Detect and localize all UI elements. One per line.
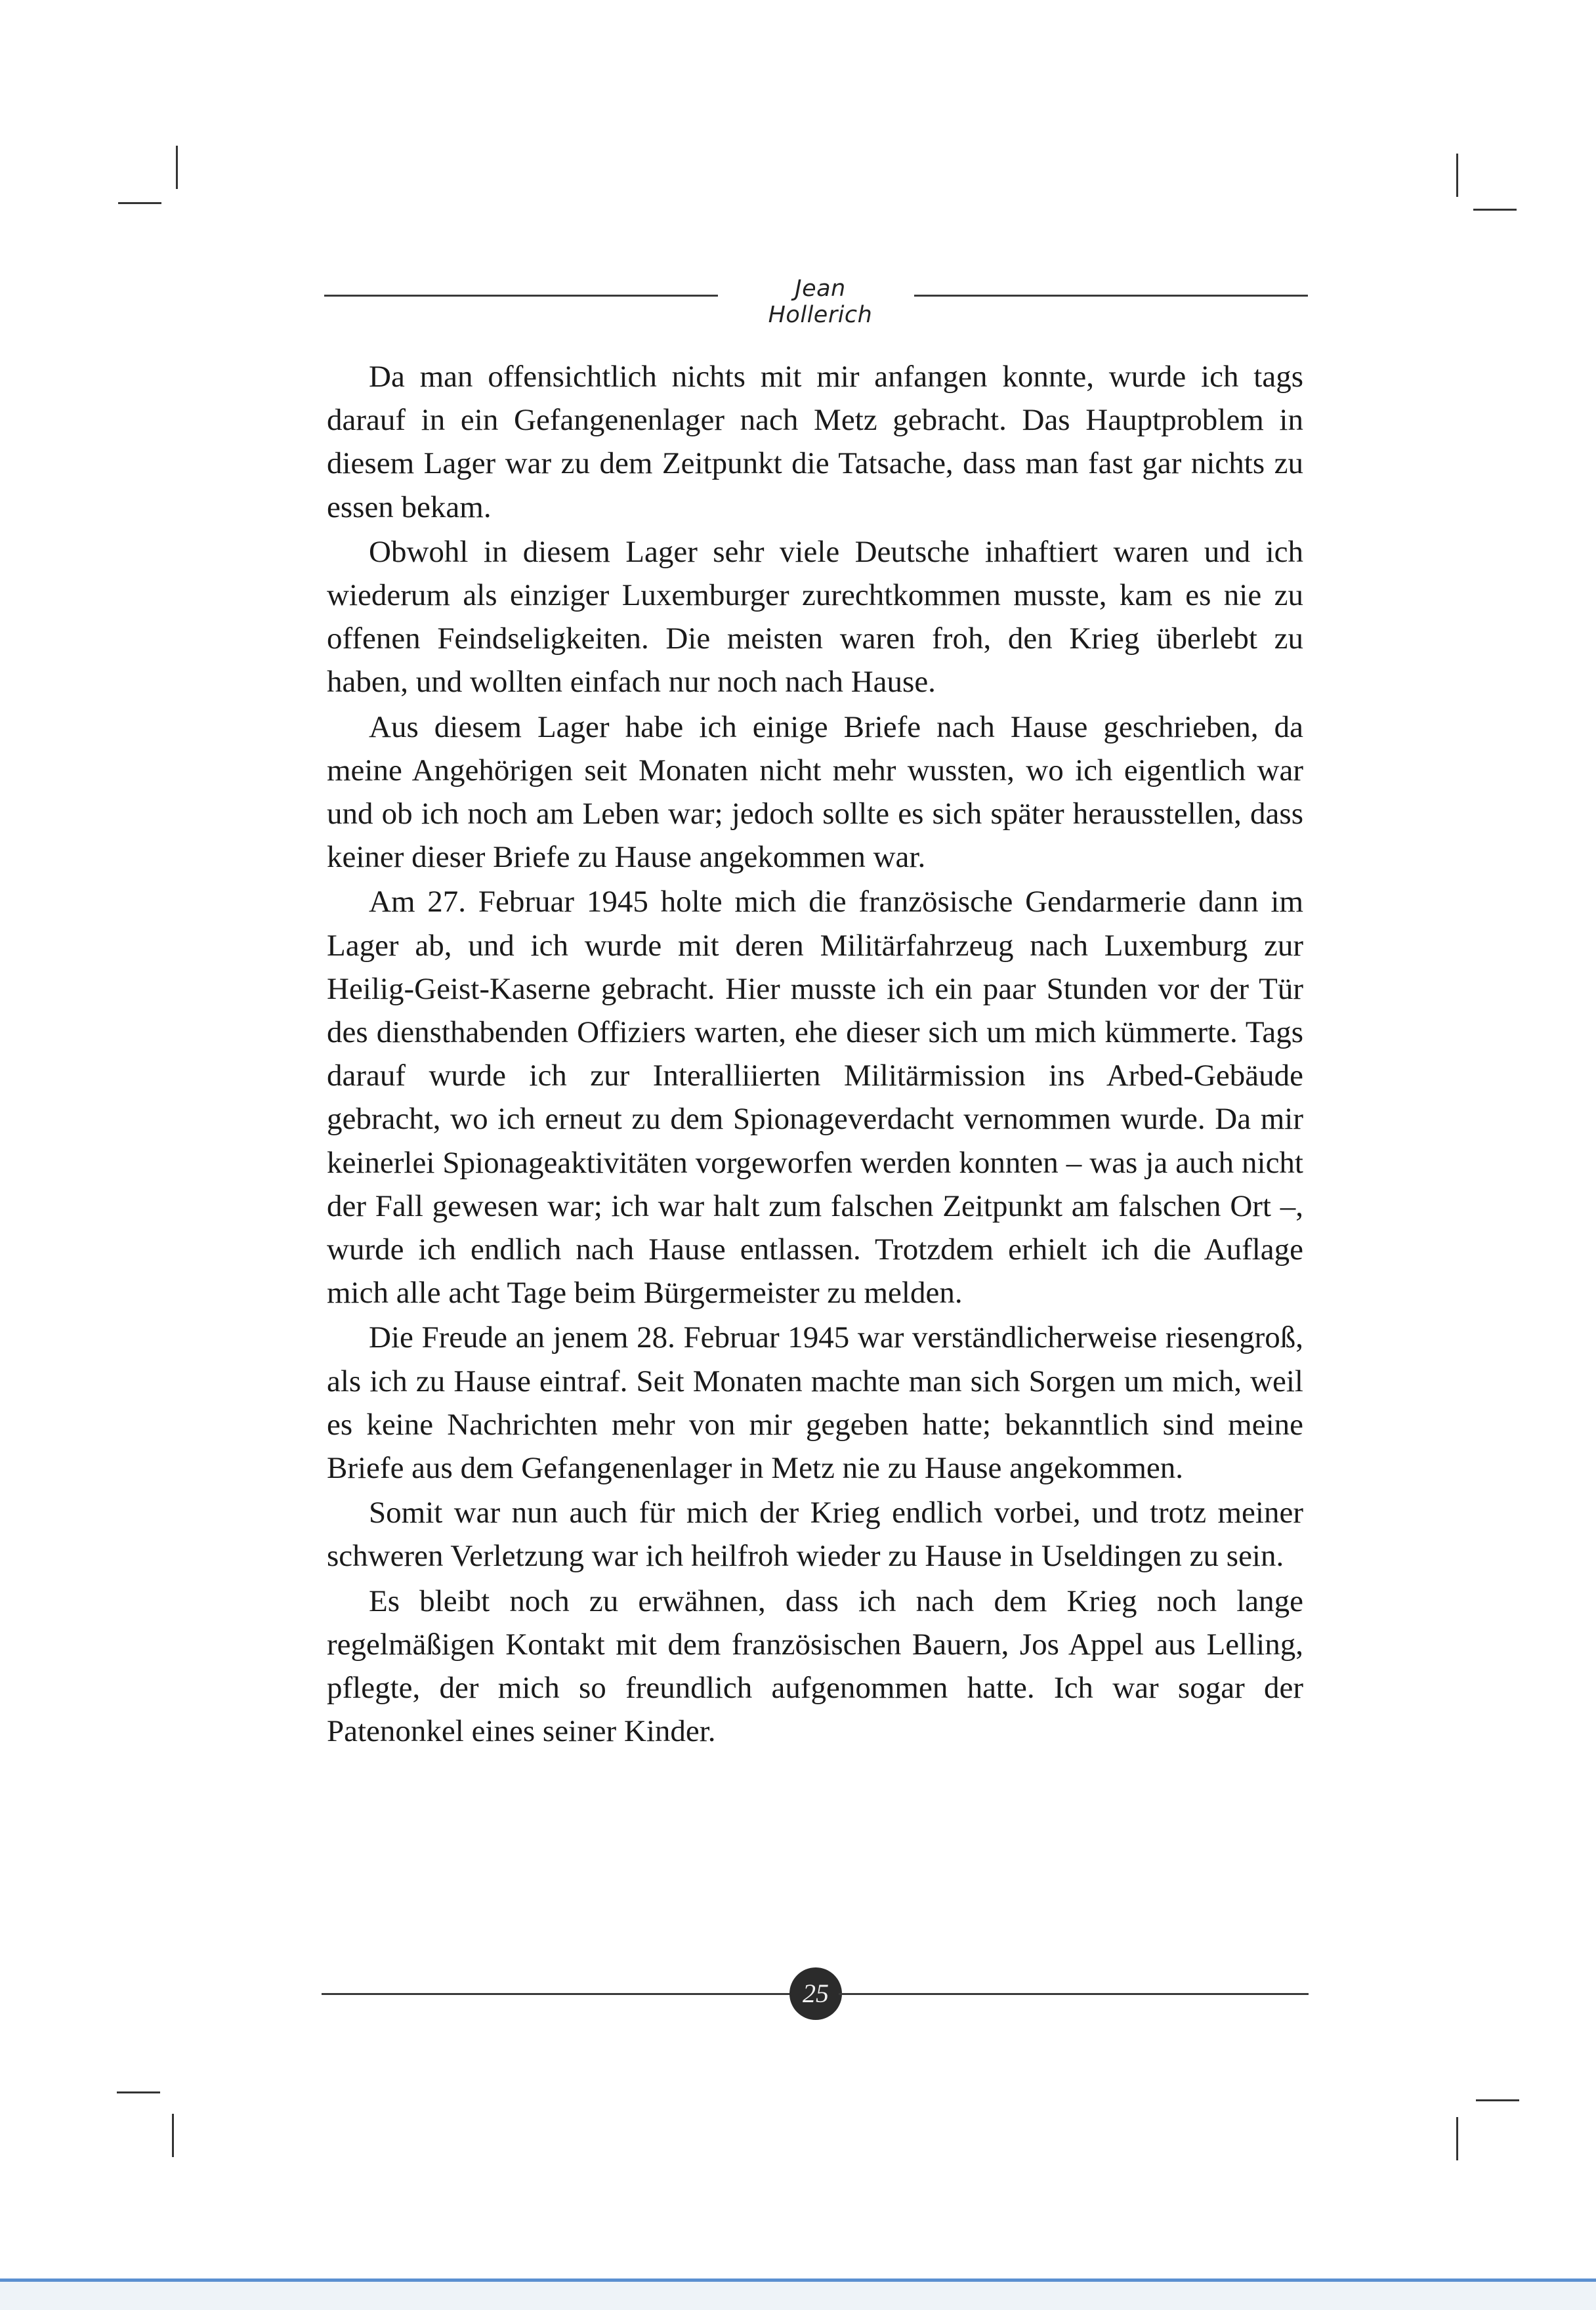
crop-mark-bottom-left-vertical — [172, 2114, 174, 2157]
footer-rule-left — [322, 1993, 793, 1995]
paragraph: Somit war nun auch für mich der Krieg endlich vorbei, und trotz meiner schweren Verletzung war ich heilfroh wieder zu Hause in Useldingen zu sein. — [327, 1496, 1303, 1574]
paragraph: Aus diesem Lager habe ich einige Briefe nach Hause geschrieben, da meine Angehörigen seit Monaten nicht mehr wussten, wo ich eigentlich war und ob ich noch am Leben war; jedoch sollte es sich später herausstellen, dass keiner dieser Briefe zu Hause angekommen war. — [327, 709, 1303, 875]
crop-mark-top-left-vertical — [176, 146, 178, 189]
scan-border-strip — [0, 2282, 1596, 2310]
paragraph: Obwohl in diesem Lager sehr viele Deutsche inhaftiert waren und ich wiederum als einziger Luxemburger zurechtkommen musste, kam es nie zu offenen Feindseligkeiten. Die meisten waren froh, den Krieg überlebt zu haben, und wollten einfach nur noch nach Hause. — [327, 534, 1303, 700]
header-rule-left — [324, 295, 718, 297]
page-number: 25 — [789, 1967, 842, 2020]
crop-mark-top-right-vertical — [1456, 154, 1458, 197]
crop-mark-bottom-right-vertical — [1456, 2117, 1458, 2160]
body-text — [327, 355, 1303, 1754]
crop-mark-top-left-horizontal — [118, 202, 161, 204]
paragraph: Die Freude an jenem 28. Februar 1945 war verständlicherweise riesengroß, als ich zu Hause eintraf. Seit Monaten machte man sich Sorgen um mich, weil es keine Nachrichten mehr von mir gegeben hatte; bekanntlich sind meine Briefe aus dem Gefangenenlager in Metz nie zu Hause angekommen. — [327, 1320, 1303, 1486]
crop-mark-bottom-left-horizontal — [117, 2091, 160, 2093]
footer-rule-right — [839, 1993, 1309, 1995]
crop-mark-top-right-horizontal — [1473, 209, 1517, 211]
header-rule-right — [914, 295, 1308, 297]
crop-mark-bottom-right-horizontal — [1476, 2099, 1519, 2101]
paragraph: Am 27. Februar 1945 holte mich die französische Gendarmerie dann im Lager ab, und ich wurde mit deren Militärfahrzeug nach Luxemburg zur Heilig-Geist-Kaserne gebracht. Hier musste ich ein paar Stunden vor der Tür des diensthabenden Offiziers warten, ehe dieser sich um mich kümmerte. Tags darauf wurde ich zur Interalliierten Militärmission ins Arbed-Gebäude gebracht, wo ich erneut zu dem Spionageverdacht vernommen wurde. Da mir keinerlei Spionageaktivitäten vorgeworfen werden konnten – was ja auch nicht der Fall gewesen war; ich war halt zum falschen Zeitpunkt am falschen Ort –, wurde ich endlich nach Hause entlassen. Trotzdem erhielt ich die Auflage mich alle acht Tage beim Bürgermeister zu melden. — [327, 885, 1303, 1311]
paragraph: Es bleibt noch zu erwähnen, dass ich nach dem Krieg noch lange regelmäßigen Kontakt mit dem französischen Bauern, Jos Appel aus Lelling, pflegte, der mich so freundlich aufgenommen hatte. Ich war sogar der Patenonkel eines seiner Kinder. — [327, 1584, 1303, 1749]
running-header-title: Jean Hollerich — [768, 276, 873, 328]
paragraph: Da man offensichtlich nichts mit mir anfangen konnte, wurde ich tags darauf in ein Gefangenenlager nach Metz gebracht. Das Hauptproblem in diesem Lager war zu dem Zeitpunkt die Tatsache, dass man fast gar nichts zu essen bekam. — [327, 360, 1303, 524]
